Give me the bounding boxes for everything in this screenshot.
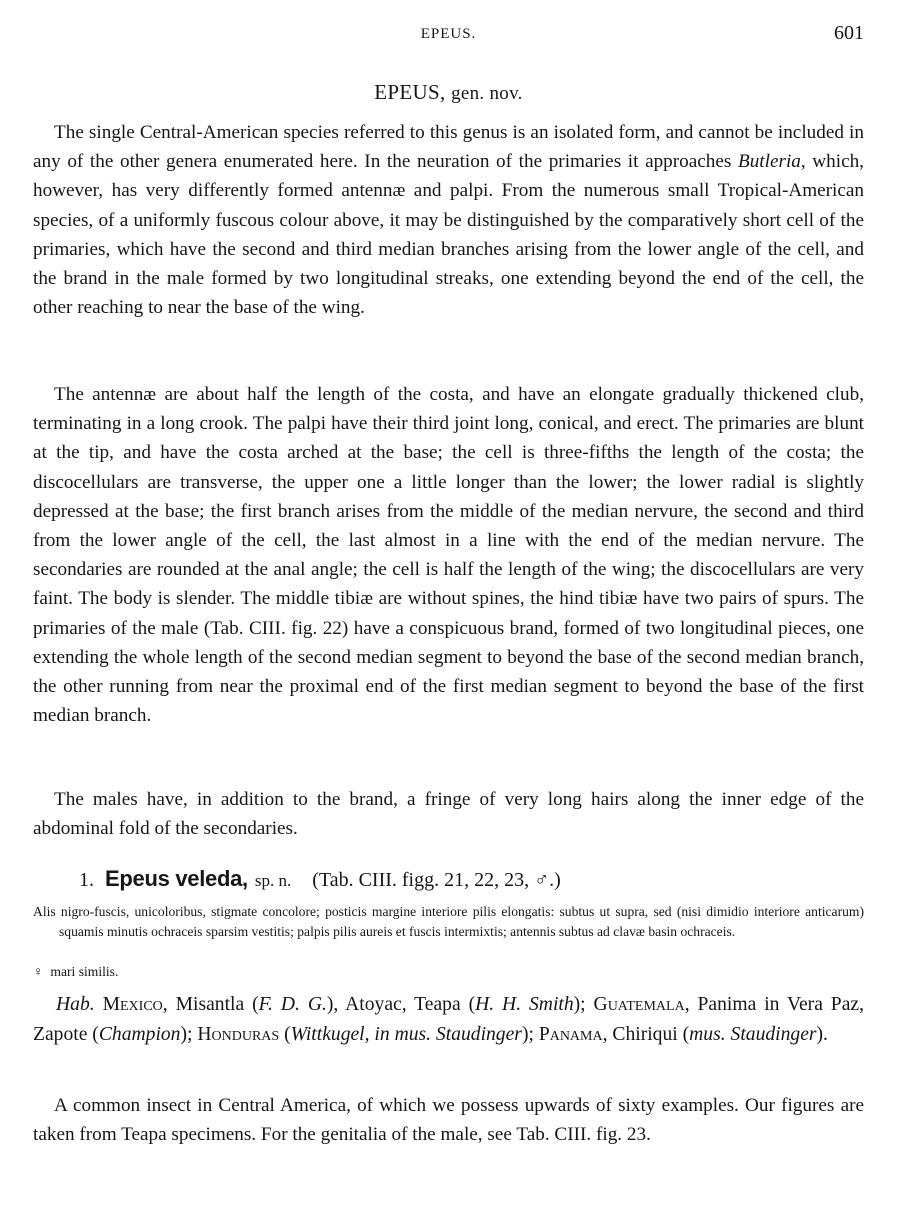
italic-run: mus. Staudinger	[689, 1024, 817, 1045]
male-characters-paragraph: The males have, in addition to the brand, a fringe of very long hairs along the inner edge of the abdominal fold of the secondaries.	[33, 789, 864, 840]
text-run: , Chiriqui (	[602, 1024, 690, 1045]
italic-run: F. D. G.	[258, 994, 327, 1015]
genus-description-paragraph: The antennæ are about half the length of the costa, and have an elongate gradually thickened club, terminating in a long crook. The palpi have their third joint long, conical, and erect. The primaries are blunt at the tip, and have the costa arched at the base; the cell is three-fifths the length of the costa; the discocellulars are transverse, the upper one a little longer than the lower; the lower radial is slightly depressed at the base; the first branch arises from the middle of the median nervure, the second and third from the lower angle of the cell, the last almost in a line with the end of the median nervure. The secondaries are rounded at the anal angle; the cell is half the length of the wing; the discocellulars are very faint. The body is slender. The middle tibiæ are without spines, the hind tibiæ have two pairs of spurs. The primaries of the male (Tab. CIII. fig. 22) have a conspicuous brand, formed of two longitudinal pieces, one extending the whole length of the second median segment to beyond the base of the second median branch, the other running from near the proximal end of the first median segment to beyond the base of the first median branch.	[33, 384, 864, 727]
female-note	[33, 962, 118, 982]
species-number: 1.	[79, 869, 94, 891]
female-note-text: mari similis.	[50, 964, 119, 979]
locality-country: Panama	[538, 1024, 603, 1045]
species-heading	[79, 866, 561, 892]
italic-run: Hab.	[56, 994, 95, 1015]
text-run: );	[521, 1024, 539, 1045]
genus-name: EPEUS,	[374, 80, 446, 104]
running-title: EPEUS.	[420, 26, 477, 42]
book-page	[33, 0, 864, 1205]
text-run: (	[279, 1024, 291, 1045]
text-run: The single Central-American species referred to this genus is an isolated form, and cannot be included in any of the other genera enumerated here. In the neuration of the primaries it approaches	[33, 122, 864, 173]
species-name: Epeus veleda,	[105, 866, 248, 891]
italic-run: Champion	[98, 1024, 181, 1045]
species-plate-reference: (Tab. CIII. figg. 21, 22, 23, ♂.)	[312, 869, 561, 891]
female-symbol-icon: ♀	[33, 964, 44, 979]
running-header	[33, 22, 864, 48]
text-run	[95, 994, 103, 1015]
locality-country: Honduras	[197, 1024, 280, 1045]
latin-diagnosis: Alis nigro-fuscis, unicoloribus, stigmate concolore; posticis margine interiore pilis elongatis: subtus ut supra, sed (nisi dimidio interiore anticarum) squamis minutis ochraceis sparsim vestitis; palpis pilis aureis et fuscis intermixtis; antennis subtus ad clavæ basin ochraceis.	[33, 904, 864, 939]
text-run: , Panima in Vera Paz, Zapote (	[33, 994, 864, 1045]
italic-run: Wittkugel, in mus. Staudinger	[290, 1024, 522, 1045]
locality-country: Guatemala	[593, 994, 685, 1015]
habitat-paragraph	[33, 990, 864, 1050]
page-number: 601	[834, 22, 864, 44]
italic-run: Butleria	[737, 151, 801, 173]
genus-intro-paragraph	[33, 118, 864, 322]
text-run: ), Atoyac, Teapa (	[326, 994, 476, 1015]
text-run: , which, however, has very differently formed antennæ and palpi. From the numerous small Tropical-American species, of a uniformly fuscous colour above, it may be distinguished by the comparatively short cell of the primaries, which have the second and third median branches arising from the lower angle of the cell, and the brand in the male formed by two longitudinal streaks, one extending beyond the end of the cell, the other reaching to near the base of the wing.	[33, 151, 864, 319]
genus-heading	[33, 80, 864, 105]
species-status: sp. n.	[254, 871, 292, 890]
italic-run: H. H. Smith	[475, 994, 574, 1015]
text-run: );	[573, 994, 594, 1015]
text-run: , Misantla (	[162, 994, 259, 1015]
text-run: ).	[816, 1024, 828, 1045]
genus-status: gen. nov.	[451, 83, 523, 104]
locality-country: Mexico	[102, 994, 163, 1015]
remarks-paragraph: A common insect in Central America, of which we possess upwards of sixty examples. Our figures are taken from Teapa specimens. For the genitalia of the male, see Tab. CIII. fig. 23.	[33, 1095, 864, 1146]
text-run: );	[180, 1024, 198, 1045]
